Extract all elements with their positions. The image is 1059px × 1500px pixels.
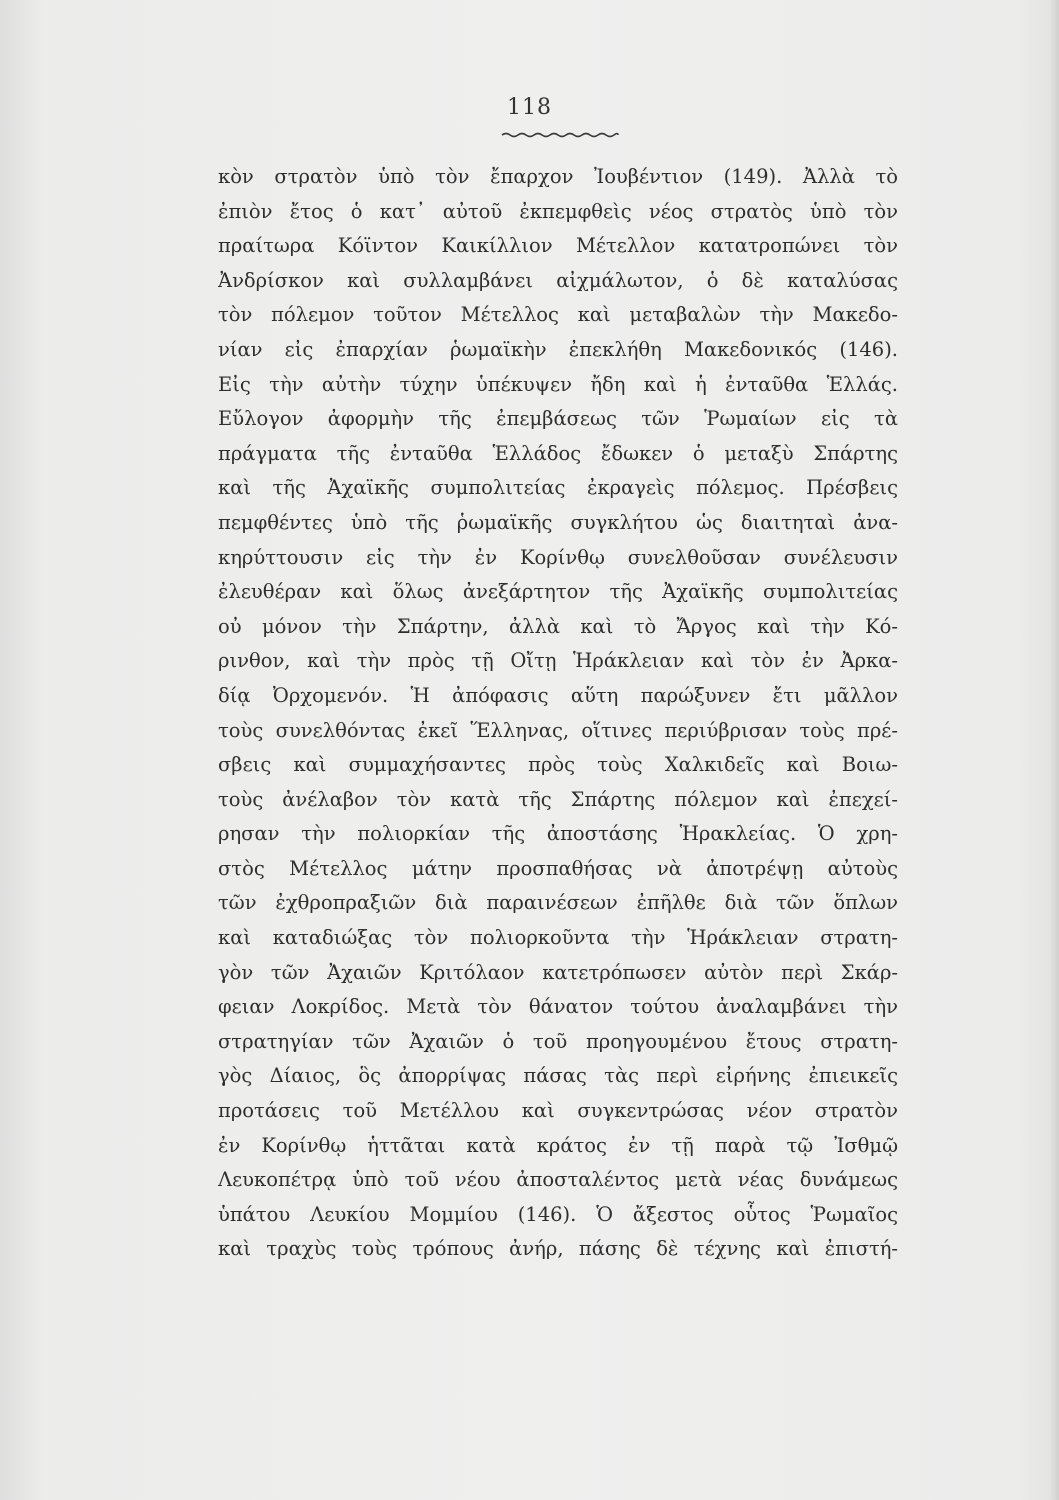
text-line: καὶ καταδιώξας τὸν πολιορκοῦντα τὴν Ἡράκλειαν στρατη- [218, 926, 898, 950]
text-line: Εὔλογον ἀφορμὴν τῆς ἐπεμβάσεως τῶν Ῥωμαίων εἰς τὰ [218, 407, 898, 431]
text-line: ἐν Κορίνθῳ ἡττᾶται κατὰ κράτος ἐν τῇ παρὰ τῷ Ἰσθμῷ [218, 1133, 898, 1157]
text-line: κηρύττουσιν εἰς τὴν ἐν Κορίνθῳ συνελθοῦσαν συνέλευσιν [218, 545, 898, 569]
text-line: ἐπιὸν ἔτος ὁ κατ᾽ αὐτοῦ ἐκπεμφθεὶς νέος στρατὸς ὑπὸ τὸν [218, 199, 898, 223]
text-line: στρατηγίαν τῶν Ἀχαιῶν ὁ τοῦ προηγουμένου ἔτους στρατη- [218, 1029, 898, 1053]
text-line: πράγματα τῆς ἐνταῦθα Ἑλλάδος ἔδωκεν ὁ μεταξὺ Σπάρτης [218, 441, 898, 465]
text-line: Εἰς τὴν αὐτὴν τύχην ὑπέκυψεν ἤδη καὶ ἡ ἐνταῦθα Ἑλλάς. [218, 372, 898, 396]
text-line: φειαν Λοκρίδος. Μετὰ τὸν θάνατον τούτου ἀναλαμβάνει τὴν [218, 995, 898, 1019]
text-line: καὶ τῆς Ἀχαϊκῆς συμπολιτείας ἐκραγεὶς πόλεμος. Πρέσβεις [218, 476, 898, 500]
text-line: Ἀνδρίσκον καὶ συλλαμβάνει αἰχμάλωτον, ὁ δὲ καταλύσας [218, 268, 898, 292]
text-line: ρινθον, καὶ τὴν πρὸς τῇ Οἴτῃ Ἡράκλειαν καὶ τὸν ἐν Ἀρκα- [218, 649, 898, 673]
text-line: τῶν ἐχθροπραξιῶν διὰ παραινέσεων ἐπῆλθε διὰ τῶν ὅπλων [218, 891, 898, 915]
page-number: 118 [507, 95, 552, 120]
text-line: προτάσεις τοῦ Μετέλλου καὶ συγκεντρώσας νέον στρατὸν [218, 1099, 898, 1123]
text-line: καὶ τραχὺς τοὺς τρόπους ἀνήρ, πάσης δὲ τέχνης καὶ ἐπιστή- [218, 1237, 898, 1261]
text-line: γὸς Δίαιος, ὃς ἀπορρίψας πάσας τὰς περὶ εἰρήνης ἐπιεικεῖς [218, 1064, 898, 1088]
text-line: σβεις καὶ συμμαχήσαντες πρὸς τοὺς Χαλκιδεῖς καὶ Βοιω- [218, 753, 898, 777]
text-line: τὸν πόλεμον τοῦτον Μέτελλος καὶ μεταβαλὼν τὴν Μακεδο- [218, 303, 898, 327]
text-line: γὸν τῶν Ἀχαιῶν Κριτόλαον κατετρόπωσεν αὐτὸν περὶ Σκάρ- [218, 960, 898, 984]
text-line: ἐλευθέραν καὶ ὅλως ἀνεξάρτητον τῆς Ἀχαϊκῆς συμπολιτείας [218, 580, 898, 604]
text-line: πραίτωρα Κόϊντον Καικίλλιον Μέτελλον κατατροπώνει τὸν [218, 234, 898, 258]
text-line: ρησαν τὴν πολιορκίαν τῆς ἀποστάσης Ἡρακλείας. Ὁ χρη- [218, 822, 898, 846]
text-line: πεμφθέντες ὑπὸ τῆς ῥωμαϊκῆς συγκλήτου ὡς διαιτηταὶ ἀνα- [218, 510, 898, 534]
text-line: οὐ μόνον τὴν Σπάρτην, ἀλλὰ καὶ τὸ Ἄργος καὶ τὴν Κό- [218, 614, 898, 638]
page-edge-shadow [1049, 0, 1059, 1500]
text-line: τοὺς ἀνέλαβον τὸν κατὰ τῆς Σπάρτης πόλεμον καὶ ἐπεχεί- [218, 787, 898, 811]
text-line: στὸς Μέτελλος μάτην προσπαθήσας νὰ ἀποτρέψῃ αὐτοὺς [218, 856, 898, 880]
text-line: Λευκοπέτρᾳ ὑπὸ τοῦ νέου ἀποσταλέντος μετὰ νέας δυνάμεως [218, 1168, 898, 1192]
text-line: δίᾳ Ὀρχομενόν. Ἡ ἀπόφασις αὕτη παρώξυνεν ἔτι μᾶλλον [218, 683, 898, 707]
text-line: νίαν εἰς ἐπαρχίαν ῥωμαϊκὴν ἐπεκλήθη Μακεδονικός (146). [218, 337, 898, 361]
page-number-ornament [500, 132, 620, 138]
body-text [218, 160, 898, 1267]
text-line: ὑπάτου Λευκίου Μομμίου (146). Ὁ ἄξεστος οὗτος Ῥωμαῖος [218, 1202, 898, 1226]
text-line: κὸν στρατὸν ὑπὸ τὸν ἔπαρχον Ἰουβέντιον (149). Ἀλλὰ τὸ [218, 165, 898, 188]
text-line: τοὺς συνελθόντας ἐκεῖ Ἕλληνας, οἵτινες περιύβρισαν τοὺς πρέ- [218, 718, 898, 742]
